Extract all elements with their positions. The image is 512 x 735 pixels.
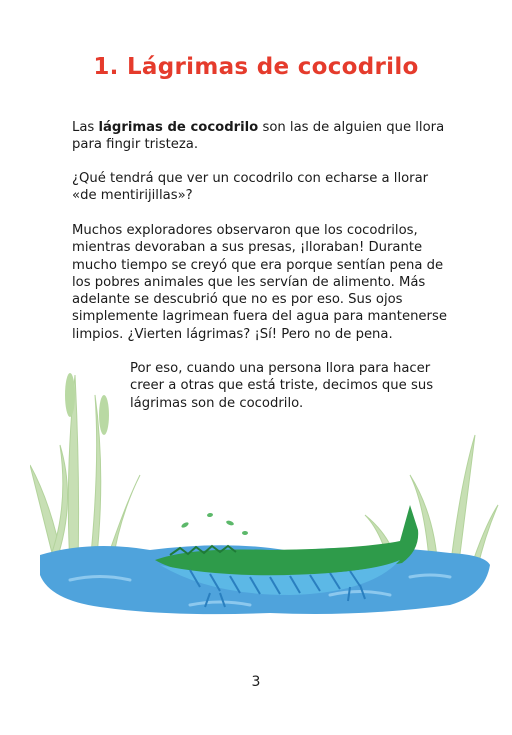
cattail-1 [65,373,75,417]
splash-drops [181,513,248,535]
page-number: 3 [251,674,261,690]
page-title: 1. Lágrimas de cocodrilo [93,54,419,80]
crocodile-illustration [30,355,500,630]
paragraph-definition [72,119,452,154]
reeds-left [30,375,140,570]
paragraph-conclusion: Por eso, cuando una persona llora para hacer creer a otras que está triste, decimos que sus lágrimas son de cocodrilo. [130,361,434,411]
cattail-2 [99,395,109,435]
paragraph-explanation: Muchos exploradores observaron que los cocodrilos, mientras devoraban a sus presas, ¡lloraban! Durante mucho tiempo se creyó que era porque sentían pena de los pobres animales que les servían de alimento. Más adelante se descubrió que no es por eso. Sus ojos simplemente lagrimean fuera del agua para mantenerse limpios. ¿Vierten lágrimas? ¡Sí! Pero no de pena. [72,223,447,342]
paragraph-intro: Las [72,120,99,135]
paragraph-rest: son las de alguien que llora para fingir tristeza. [72,120,445,153]
highlighted-term: lágrimas de cocodrilo [98,120,259,135]
paragraph-question: ¿Qué tendrá que ver un cocodrilo con echarse a llorar «de mentirijillas»? [72,171,429,204]
